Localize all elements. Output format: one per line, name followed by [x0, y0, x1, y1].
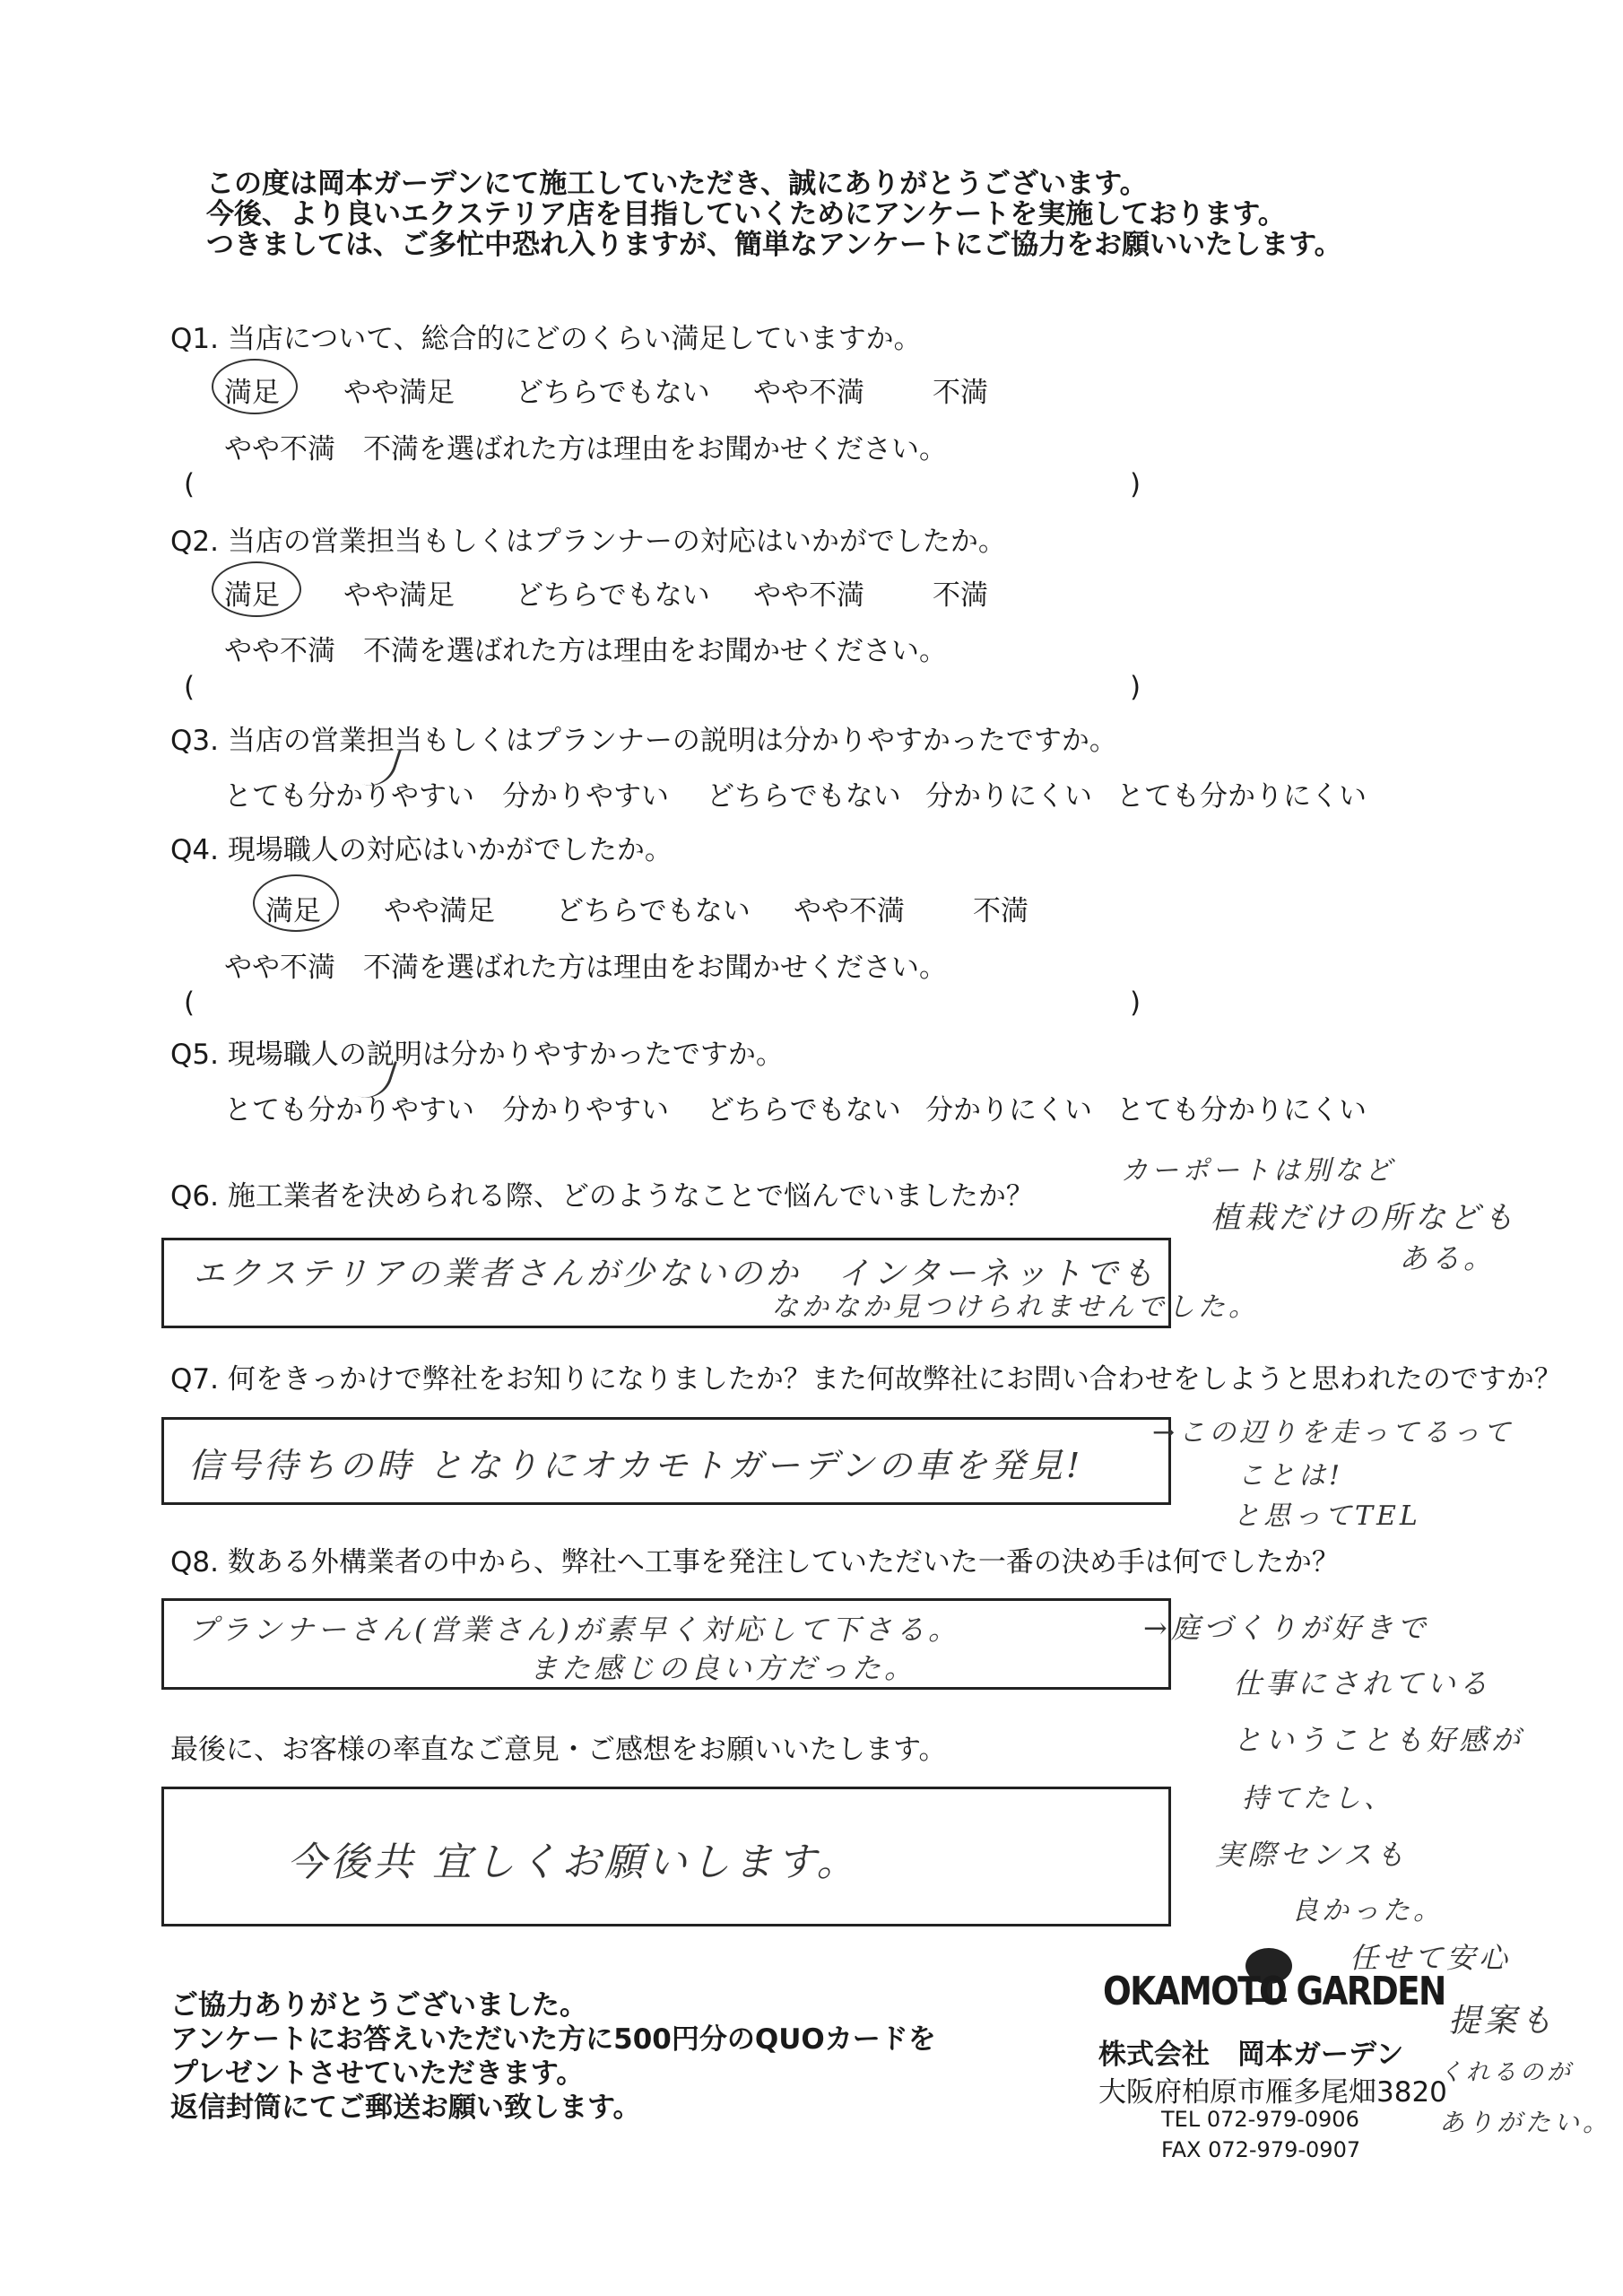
q4-option-somewhat-dissatisfied[interactable]: やや不満 [794, 895, 905, 927]
q1-paren-open: ( [184, 468, 195, 500]
q1-option-dissatisfied[interactable]: 不満 [933, 377, 988, 409]
q2-reason-prompt: やや不満 不満を選ばれた方は理由をお聞かせください。 [224, 635, 947, 667]
q2-paren-open: ( [184, 671, 195, 703]
q2-selection-circle [212, 561, 301, 617]
q6-note-line-3: ある。 [1399, 1241, 1497, 1275]
q1-option-satisfied[interactable]: 満足 [224, 377, 280, 409]
q1-option-neutral[interactable]: どちらでもない [516, 377, 710, 409]
q5-question: Q5. 現場職人の説明は分かりやすかったですか。 [170, 1039, 784, 1071]
q3-option-very-easy[interactable]: とても分かりやすい [224, 780, 474, 813]
q3-option-easy[interactable]: 分かりやすい [502, 780, 669, 813]
q2-paren-close: ) [1130, 671, 1141, 703]
q3-option-hard[interactable]: 分かりにくい [925, 780, 1092, 813]
q7-question: Q7. 何をきっかけで弊社をお知りになりましたか？また何故弊社にお問い合わせをしようと思われたのですか？ [170, 1363, 1562, 1396]
q5-option-very-easy[interactable]: とても分かりやすい [224, 1094, 474, 1126]
company-tel: TEL 072-979-0906 [1161, 2107, 1359, 2132]
q4-question: Q4. 現場職人の対応はいかがでしたか。 [170, 834, 673, 866]
q4-option-satisfied[interactable]: 満足 [265, 895, 321, 927]
q7-note-line-1: →この辺りを走ってるって [1152, 1417, 1515, 1448]
q5-option-hard[interactable]: 分かりにくい [925, 1094, 1092, 1126]
final-question: 最後に、お客様の率直なご意見・ご感想をお願いいたします。 [170, 1734, 947, 1766]
q4-option-dissatisfied[interactable]: 不満 [973, 895, 1028, 927]
q8-note-line-3: ということも好感が [1233, 1723, 1524, 1757]
q8-answer-line-1: プランナーさん(営業さん)が素早く対応して下さる。 [188, 1613, 960, 1647]
q7-note-line-2: ことは! [1237, 1460, 1344, 1492]
q6-question: Q6. 施工業者を決められる際、どのようなことで悩んでいましたか？ [170, 1180, 1034, 1213]
q3-option-very-hard[interactable]: とても分かりにくい [1116, 780, 1367, 813]
q2-option-satisfied[interactable]: 満足 [224, 579, 280, 612]
q5-option-neutral[interactable]: どちらでもない [707, 1094, 901, 1126]
intro-line-3: つきましては、ご多忙中恐れ入りますが、簡単なアンケートにご協力をお願いいたします。 [206, 229, 1342, 261]
q8-note-line-1: →庭づくりが好きで [1143, 1611, 1429, 1645]
q8-answer-line-2: また感じの良い方だった。 [529, 1651, 917, 1685]
q3-question: Q3. 当店の営業担当もしくはプランナーの説明は分かりやすかったですか。 [170, 725, 1117, 757]
q7-answer: 信号待ちの時 となりにオカモトガーデンの車を発見! [188, 1446, 1084, 1485]
q8-note-line-4: 持てたし、 [1242, 1783, 1394, 1814]
q2-option-somewhat-dissatisfied[interactable]: やや不満 [753, 579, 864, 612]
q8-question: Q8. 数ある外構業者の中から、弊社へ工事を発注していただいた一番の決め手は何でしたか？ [170, 1546, 1340, 1578]
q1-question: Q1. 当店について、総合的にどのくらい満足していますか。 [170, 323, 922, 355]
q4-paren-open: ( [184, 987, 195, 1019]
footer-quo-card: アンケートにお答えいただいた方に500円分のQUOカードを [170, 2023, 936, 2056]
q5-option-easy[interactable]: 分かりやすい [502, 1094, 669, 1126]
q2-option-somewhat-satisfied[interactable]: やや満足 [343, 579, 455, 612]
company-name: 株式会社 岡本ガーデン [1098, 2039, 1404, 2071]
q1-reason-prompt: やや不満 不満を選ばれた方は理由をお聞かせください。 [224, 433, 947, 465]
q3-option-neutral[interactable]: どちらでもない [707, 780, 901, 813]
q4-selection-circle [253, 874, 339, 932]
q4-option-somewhat-satisfied[interactable]: やや満足 [384, 895, 495, 927]
footer-envelope: 返信封筒にてご郵送お願い致します。 [170, 2092, 641, 2124]
q8-note-line-6: 良かった。 [1291, 1895, 1444, 1926]
company-address: 大阪府柏原市雁多尾畑3820 [1098, 2076, 1447, 2109]
final-answer: 今後共 宜しくお願いします。 [287, 1839, 860, 1885]
q6-note-line-1: カーポートは別など [1121, 1155, 1395, 1187]
q2-question: Q2. 当店の営業担当もしくはプランナーの対応はいかがでしたか。 [170, 526, 1006, 558]
q8-note-line-2: 仕事にされている [1233, 1666, 1492, 1700]
footer-thanks: ご協力ありがとうございました。 [170, 1989, 587, 2022]
q8-note-line-8: 提案も [1448, 2003, 1557, 2039]
company-logo-text: OKAMOTO GARDEN [1103, 1969, 1445, 2014]
q2-option-dissatisfied[interactable]: 不満 [933, 579, 988, 612]
intro-line-1: この度は岡本ガーデンにて施工していただき、誠にありがとうございます。 [206, 168, 1148, 200]
q1-selection-circle [212, 359, 298, 414]
q6-answer-line-2: なかなか見つけられませんでした。 [771, 1292, 1259, 1323]
intro-line-2: 今後、より良いエクステリア店を目指していくためにアンケートを実施しております。 [206, 198, 1286, 230]
q5-option-very-hard[interactable]: とても分かりにくい [1116, 1094, 1367, 1126]
q1-paren-close: ) [1130, 468, 1141, 500]
q4-option-neutral[interactable]: どちらでもない [556, 895, 751, 927]
q2-option-neutral[interactable]: どちらでもない [516, 579, 710, 612]
q8-note-line-7: 任せて安心 [1350, 1941, 1512, 1975]
q1-option-somewhat-satisfied[interactable]: やや満足 [343, 377, 455, 409]
q1-option-somewhat-dissatisfied[interactable]: やや不満 [753, 377, 864, 409]
q8-note-line-9: くれるのが [1439, 2059, 1575, 2086]
q6-note-line-2: 植栽だけの所なども [1211, 1200, 1517, 1236]
q6-answer-line-1: エクステリアの業者さんが少ないのか インターネットでも [193, 1256, 1158, 1292]
footer-present: プレゼントさせていただきます。 [170, 2057, 585, 2090]
company-fax: FAX 072-979-0907 [1161, 2137, 1361, 2162]
q8-note-line-10: ありがたい。 [1439, 2108, 1612, 2137]
q4-reason-prompt: やや不満 不満を選ばれた方は理由をお聞かせください。 [224, 952, 947, 984]
q8-note-line-5: 実際センスも [1215, 1838, 1409, 1872]
q7-note-line-3: と思ってTEL [1233, 1500, 1421, 1532]
q4-paren-close: ) [1130, 987, 1141, 1019]
